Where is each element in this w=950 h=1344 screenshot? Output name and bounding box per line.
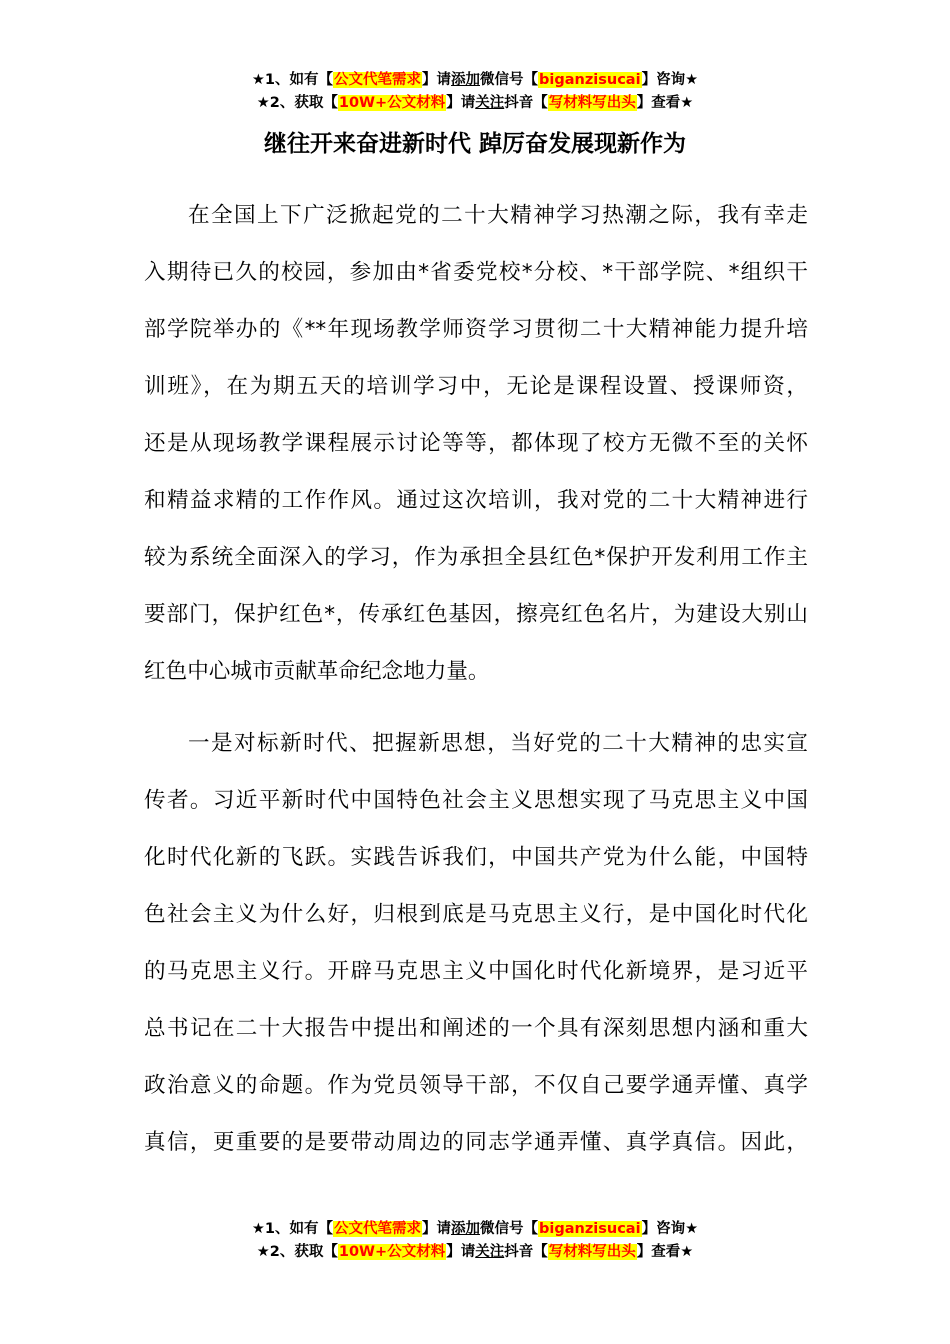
- banner-line-2: [0, 1241, 950, 1264]
- paragraph-line: 还是从现场教学课程展示讨论等等，都体现了校方无微不至的关怀: [144, 431, 808, 456]
- banner-text: 】咨询★: [641, 72, 699, 88]
- underlined-text: 关注: [475, 95, 505, 111]
- banner-text: ★1、如有【: [251, 72, 334, 88]
- paragraph-line: 化时代化新的飞跃。实践告诉我们，中国共产党为什么能，中国特: [144, 845, 808, 870]
- banner-text: ★1、如有【: [251, 1221, 334, 1237]
- paragraph-line: 一是对标新时代、把握新思想，当好党的二十大精神的忠实宣: [188, 731, 808, 756]
- banner-text: 】请: [446, 1244, 476, 1260]
- banner-text: 】查看★: [636, 1244, 694, 1260]
- underlined-text: 添加: [451, 1221, 481, 1237]
- document-title: 继往开来奋进新时代 踔厉奋发展现新作为: [263, 131, 686, 157]
- underlined-text: 关注: [475, 1244, 505, 1260]
- banner-line-2: [0, 92, 950, 115]
- highlight-service: 公文代笔需求: [334, 72, 422, 88]
- paragraph-line: 入期待已久的校园，参加由*省委党校*分校、*干部学院、*组织干: [144, 260, 808, 285]
- paragraph-line: 部学院举办的《**年现场教学师资学习贯彻二十大精神能力提升培: [144, 317, 808, 342]
- banner-text: 】咨询★: [641, 1221, 699, 1237]
- paragraph-line: 要部门，保护红色*，传承红色基因，擦亮红色名片，为建设大别山: [144, 602, 808, 627]
- banner-text: 微信号【: [480, 1221, 539, 1237]
- banner-text: 抖音【: [504, 95, 548, 111]
- paragraph-line: 总书记在二十大报告中提出和阐述的一个具有深刻思想内涵和重大: [144, 1016, 808, 1041]
- banner-line-1: [0, 69, 950, 92]
- highlight-douyin: 写材料写出头: [548, 1244, 636, 1260]
- paragraph-line: 训班》，在为期五天的培训学习中，无论是课程设置、授课师资，: [144, 374, 808, 399]
- highlight-wechat-id: biganzisucai: [539, 1221, 641, 1237]
- banner-text: ★2、获取【: [256, 1244, 338, 1260]
- banner-text: 抖音【: [504, 1244, 548, 1260]
- banner-line-1: [0, 1218, 950, 1241]
- paragraph-line: 和精益求精的工作作风。通过这次培训，我对党的二十大精神进行: [144, 488, 808, 513]
- paragraph-line: 在全国上下广泛掀起党的二十大精神学习热潮之际，我有幸走: [188, 203, 808, 228]
- paragraph-line: 传者。习近平新时代中国特色社会主义思想实现了马克思主义中国: [144, 788, 808, 813]
- paragraph-line: 色社会主义为什么好，归根到底是马克思主义行，是中国化时代化: [144, 902, 808, 927]
- paragraph-line: 红色中心城市贡献革命纪念地力量。: [144, 659, 490, 684]
- paragraph-line: 较为系统全面深入的学习，作为承担全县红色*保护开发利用工作主: [144, 545, 808, 570]
- paragraph-line: 的马克思主义行。开辟马克思主义中国化时代化新境界，是习近平: [144, 959, 808, 984]
- banner-text: 】查看★: [636, 95, 694, 111]
- highlight-materials: 10W+公文材料: [338, 1244, 446, 1260]
- highlight-douyin: 写材料写出头: [548, 95, 636, 111]
- banner-text: 】请: [446, 95, 476, 111]
- highlight-materials: 10W+公文材料: [338, 95, 446, 111]
- paragraph-line: 政治意义的命题。作为党员领导干部，不仅自己要学通弄懂、真学: [144, 1073, 808, 1098]
- highlight-wechat-id: biganzisucai: [539, 72, 641, 88]
- banner-text: 】请: [422, 72, 452, 88]
- paragraph-line: 真信，更重要的是要带动周边的同志学通弄懂、真学真信。因此，: [144, 1130, 808, 1155]
- highlight-service: 公文代笔需求: [334, 1221, 422, 1237]
- footer-banner: [0, 1218, 950, 1264]
- banner-text: 微信号【: [480, 72, 539, 88]
- banner-text: ★2、获取【: [256, 95, 338, 111]
- underlined-text: 添加: [451, 72, 481, 88]
- banner-text: 】请: [422, 1221, 452, 1237]
- header-banner: [0, 69, 950, 115]
